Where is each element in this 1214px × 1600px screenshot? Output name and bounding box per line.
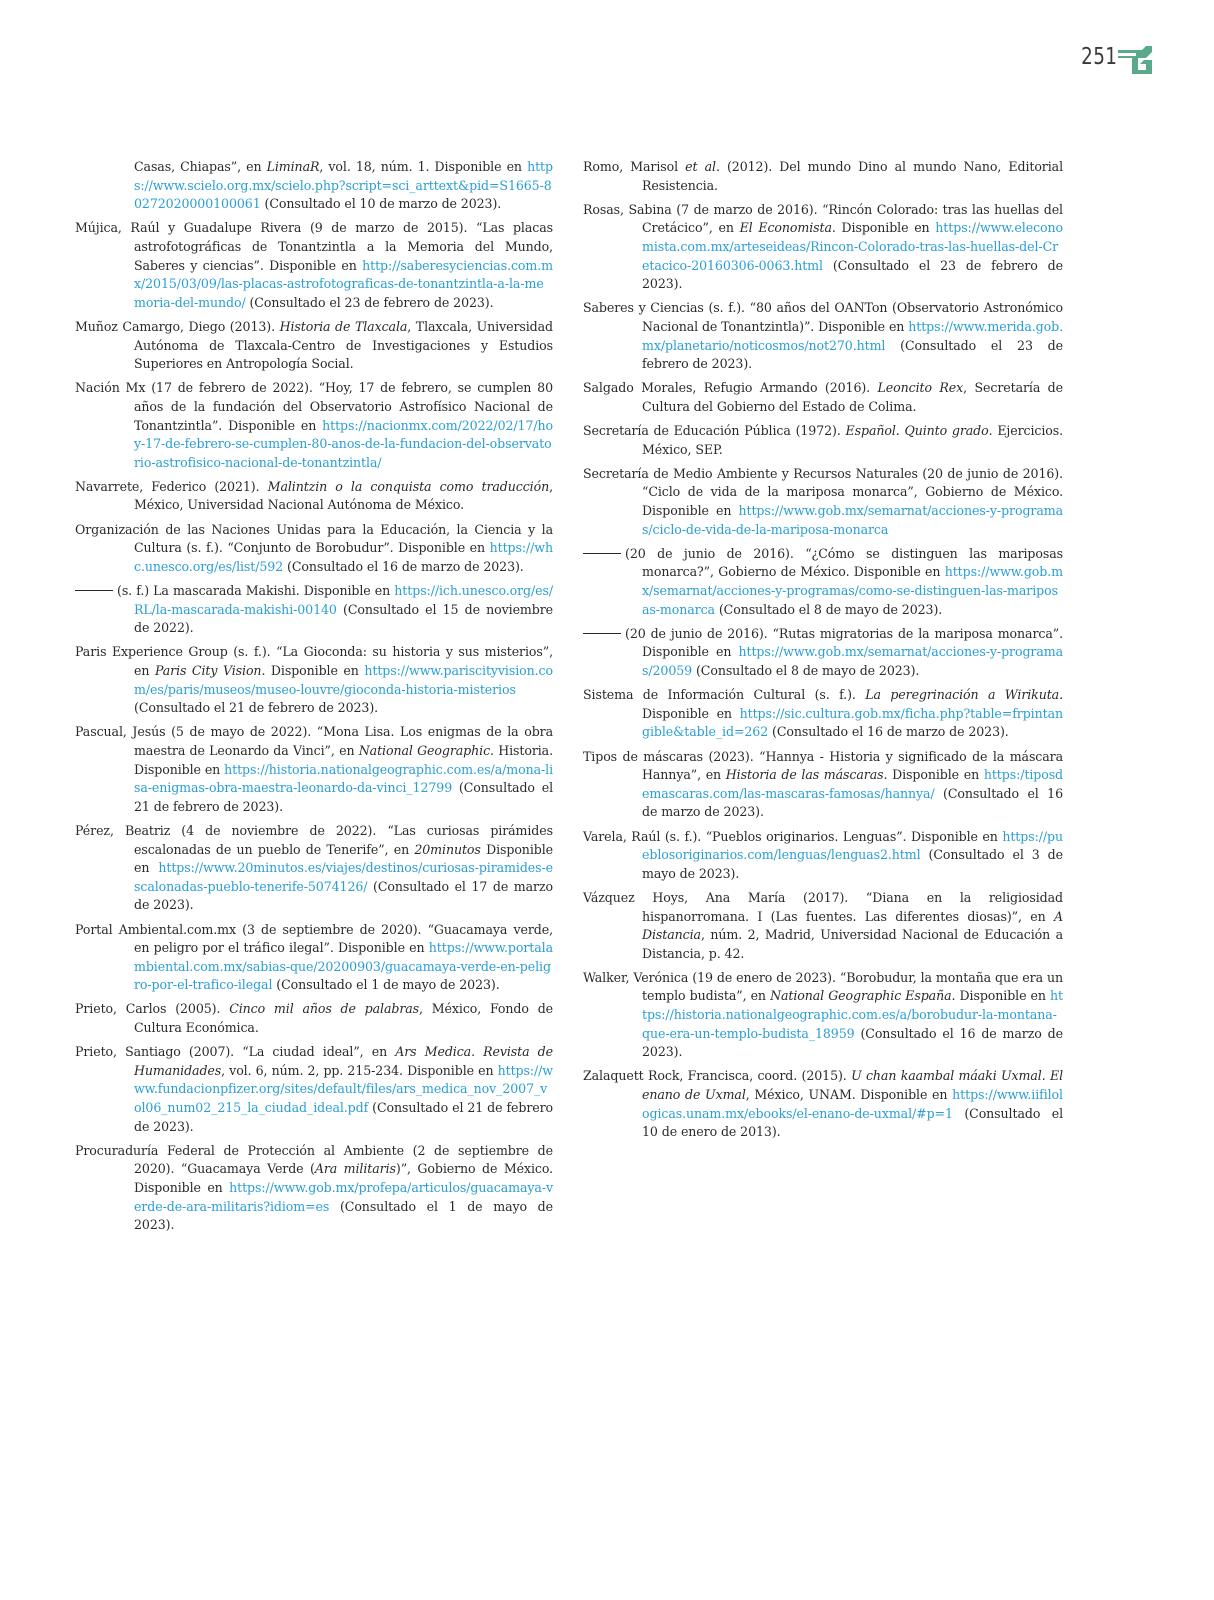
entry-text: (Consultado el 21 de febrero de 2023). (134, 780, 553, 814)
entry-text: , Secretaría de Cultura del Gobierno del Estado de Colima. (642, 380, 1063, 414)
entry-text: Pérez, Beatriz (4 de noviembre de 2022). “Las curiosas pirámides escalonadas de un pueblo de Tenerife”, en (75, 822, 553, 857)
reference-link[interactable]: https://pueblosoriginarios.com/lenguas/lenguas2.html (642, 828, 1063, 863)
reference-link[interactable]: https://www.gob.mx/semarnat/acciones-y-programas/ciclo-de-vida-de-la-mariposa-monarca (642, 503, 1063, 537)
bibliography-entry (583, 625, 1063, 681)
entry-text: Nación Mx (17 de febrero de 2022). “Hoy, 17 de febrero, se cumplen 80 años de la fundación del Observatorio Astrofísico Nacional de Tonantzintla”. Disponible en (75, 380, 553, 433)
entry-text: , México, Universidad Nacional Autónoma de México. (134, 478, 553, 513)
reference-link[interactable]: http://saberesyciencias.com.mx/2015/03/09/las-placas-astrofotograficas-de-tonantzintla-a-la-memoria-del-mundo/ (134, 257, 553, 310)
entry-text: (Consultado el 16 de marzo de 2023). (642, 1025, 1063, 1060)
entry-text: Vázquez Hoys, Ana María (2017). “Diana en la religiosidad hispanorromana. I (Las fuentes. Las diferentes diosas)”, en (583, 889, 1063, 924)
bibliography-entry (583, 969, 1063, 1062)
reference-link[interactable]: https://sic.cultura.gob.mx/ficha.php?table=frpintangible&table_id=262 (642, 705, 1063, 740)
bibliography-entry (583, 422, 1063, 459)
entry-text: , vol. 6, núm. 2, pp. 215-234. Disponible en (221, 1062, 498, 1078)
italic-title: National Geographic (358, 742, 491, 758)
italic-title: Leoncito Rex (877, 380, 964, 396)
reference-link[interactable]: https://www.gob.mx/semarnat/acciones-y-programas/como-se-distinguen-las-mariposas-monarca (642, 564, 1063, 617)
entry-text: (Consultado el 23 de febrero de 2023). (642, 337, 1063, 372)
entry-text: (2012). Del mundo Dino al mundo Nano, Editorial Resistencia. (642, 159, 1063, 193)
bibliography-entry (75, 643, 553, 717)
entry-text: Saberes y Ciencias (s. f.). “80 años del OANTon (Observatorio Astronómico Nacional de Tonantzintla)”. Disponible en (583, 300, 1063, 334)
entry-text: Mújica, Raúl y Guadalupe Rivera (9 de marzo de 2015). “Las placas astrofotográficas de Tonantzintla a la Memoria del Mundo, Saberes y ciencias”. Disponible en (75, 220, 553, 273)
italic-title: U chan kaambal máaki Uxmal. El enano de Uxmal (642, 1068, 1064, 1103)
entry-text: Prieto, Santiago (2007). “La ciudad ideal”, en (75, 1044, 396, 1060)
entry-text: , vol. 18, núm. 1. Disponible en (319, 159, 528, 174)
bibliography-entry (583, 465, 1063, 539)
entry-text: Prieto, Carlos (2005). (75, 1001, 230, 1017)
reference-link[interactable]: https://historia.nationalgeographic.com.es/a/borobudur-la-montana-que-era-un-templo-budista_18959 (642, 988, 1064, 1041)
entry-text: (Consultado el 1 de mayo de 2023). (272, 977, 500, 993)
entry-text: Organización de las Naciones Unidas para la Educación, la Ciencia y la Cultura (s. f.). “Conjunto de Borobudur”. Disponible en (75, 521, 553, 556)
entry-text: (Consultado el 23 de febrero de 2023). (245, 294, 494, 310)
entry-text: (Consultado el 1 de mayo de 2023). (134, 1198, 553, 1233)
entry-text: (20 de junio de 2016). “¿Cómo se distinguen las mariposas monarca?”, Gobierno de México. Disponible en (625, 545, 1063, 580)
bibliography-entry (75, 1000, 553, 1037)
reference-link[interactable]: https://ich.unesco.org/es/RL/la-mascarada-makishi-00140 (134, 583, 553, 617)
entry-text: Secretaría de Educación Pública (1972). (583, 423, 846, 439)
reference-link[interactable]: https://historia.nationalgeographic.com.es/a/mona-lisa-enigmas-obra-maestra-leonardo-da-vinci_12799 (134, 761, 554, 796)
bibliography-entry (583, 158, 1063, 195)
bibliography-entry (75, 822, 553, 915)
entry-text: Varela, Raúl (s. f.). “Pueblos originarios. Lenguas”. Disponible en (583, 828, 1003, 844)
entry-text: . Disponible en (951, 988, 1051, 1004)
bibliography-entry (583, 201, 1063, 294)
italic-title: LiminaR (266, 159, 320, 174)
italic-title: Historia de Tlaxcala (279, 318, 408, 334)
entry-text: (Consultado el 10 de enero de 2013). (642, 1105, 1063, 1140)
reference-link[interactable]: https://www.gob.mx/semarnat/acciones-y-programas/20059 (642, 644, 1063, 678)
entry-text: , México, Fondo de Cultura Económica. (134, 1001, 554, 1036)
reference-link[interactable]: https://www.portalambiental.com.mx/sabias-que/20200903/guacamaya-verde-en-peligro-por-el-trafico-ilegal (134, 940, 553, 993)
entry-text: (20 de junio de 2016). “Rutas migratorias de la mariposa monarca”. Disponible en (625, 625, 1063, 660)
entry-text: Paris Experience Group (s. f.). “La Gioconda: su historia y sus misterios”, en (75, 644, 553, 678)
entry-text: . Disponible en (642, 687, 1063, 721)
entry-text: (Consultado el 21 de febrero de 2023). (134, 700, 379, 716)
entry-text: (Consultado el 17 de marzo de 2023). (134, 878, 553, 913)
italic-title: National Geographic España (770, 988, 952, 1004)
reference-link[interactable]: https://nacionmx.com/2022/02/17/hoy-17-de-febrero-se-cumplen-80-anos-de-la-fundacion-del-observatorio-astrofisico-nacional-de-tonantzintla/ (134, 417, 553, 470)
italic-title: Ars Medica. Revista de Humanidades (134, 1044, 554, 1078)
entry-text: Secretaría de Medio Ambiente y Recursos Naturales (20 de junio de 2016). “Ciclo de vida de la mariposa monarca”, Gobierno de México. Disponible en (583, 465, 1063, 519)
repeat-author-dash (583, 633, 621, 634)
italic-title: Español. Quinto grado (845, 423, 989, 439)
italic-title: Cinco mil años de palabras (229, 1001, 420, 1017)
entry-text: (Consultado el 3 de mayo de 2023). (642, 847, 1063, 881)
italic-title: Historia de las máscaras (725, 767, 884, 783)
reference-link[interactable]: https:/tiposdemascaras.com/las-mascaras-famosas/hannya/ (642, 767, 1064, 801)
entry-text: Salgado Morales, Refugio Armando (2016). (583, 380, 878, 396)
entry-text: (Consultado el 16 de marzo de 2023). (642, 785, 1063, 820)
entry-text: (Consultado el 10 de marzo de 2023). (260, 196, 502, 212)
entry-text: (Consultado el 16 de marzo de 2023). (768, 724, 1009, 740)
bibliography-entry (583, 545, 1063, 619)
reference-link[interactable]: https://www.merida.gob.mx/planetario/noticosmos/not270.html (642, 318, 1063, 353)
bibliography-entry (75, 478, 553, 515)
reference-link[interactable]: https://www.fundacionpfizer.org/sites/default/files/ars_medica_nov_2007_vol06_num02_215_la_ciudad_ideal.pdf (134, 1062, 553, 1116)
bibliography-entry (75, 582, 553, 638)
entry-text: Zalaquett Rock, Francisca, coord. (2015). (583, 1068, 852, 1084)
bibliography-entry (583, 686, 1063, 742)
entry-text: (Consultado el 8 de mayo de 2023). (714, 601, 943, 617)
italic-title: 20minutos (414, 841, 481, 857)
entry-text: , Tlaxcala, Universidad Autónoma de Tlaxcala-Centro de Investigaciones y Estudios Superiores en Antropología Social. (134, 318, 553, 372)
green-corner-logo-icon (1116, 44, 1154, 76)
reference-link[interactable]: https://www.iifilologicas.unam.mx/ebooks/el-enano-de-uxmal/#p=1 (642, 1087, 1063, 1121)
entry-text: Pascual, Jesús (5 de mayo de 2022). “Mona Lisa. Los enigmas de la obra maestra de Leonardo da Vinci”, en (75, 724, 553, 758)
entry-text: Portal Ambiental.com.mx (3 de septiembre de 2020). “Guacamaya verde, en peligro por el tráfico ilegal”. Disponible en (75, 921, 553, 956)
bibliography-entry (75, 219, 553, 312)
bibliography-entry (75, 379, 553, 472)
entry-text: . Disponible en (883, 767, 984, 783)
entry-text: . Disponible en (261, 663, 365, 678)
entry-text: , México, UNAM. Disponible en (745, 1087, 953, 1103)
entry-text: Walker, Verónica (19 de enero de 2023). “Borobudur, la montaña que era un templo budista”, en (583, 969, 1063, 1004)
entry-text: Casas, Chiapas”, en (134, 159, 267, 174)
italic-title: A Distancia (642, 908, 1063, 943)
entry-text: Disponible en (134, 841, 553, 876)
bibliography-entry (583, 299, 1063, 373)
reference-link[interactable]: https://www.gob.mx/profepa/articulos/guacamaya-verde-de-ara-militaris?idiom=es (134, 1180, 553, 1214)
bibliography-entry (75, 521, 553, 577)
repeat-author-dash (75, 590, 113, 591)
entry-text: (Consultado el 21 de febrero de 2023). (134, 1100, 553, 1134)
entry-text: (Consultado el 23 de febrero de 2023). (642, 257, 1063, 292)
bibliography-entry (75, 1043, 553, 1136)
italic-title: La peregrinación a Wirikuta (865, 687, 1060, 703)
reference-link[interactable]: https://www.scielo.org.mx/scielo.php?script=sci_arttext&pid=S1665-80272020000100061 (134, 159, 553, 212)
entry-text: Romo, Marisol (583, 159, 686, 174)
entry-text: Procuraduría Federal de Protección al Ambiente (2 de septiembre de 2020). “Guacamaya Verde ( (75, 1142, 553, 1177)
italic-title: Paris City Vision (154, 663, 262, 678)
bibliography-entry (583, 379, 1063, 416)
italic-title: Ara militaris (314, 1161, 396, 1177)
italic-title: Malintzin o la conquista como traducción (267, 478, 550, 494)
bibliography-entry (75, 921, 553, 995)
bibliography-entry (75, 318, 553, 374)
page-number: 251 (1080, 44, 1117, 70)
entry-text: )”, Gobierno de México. Disponible en (134, 1161, 554, 1195)
entry-text: . Disponible en (831, 220, 936, 236)
italic-title: El Economista (739, 220, 832, 236)
entry-text: (s. f.) La mascarada Makishi. Disponible en (117, 583, 395, 599)
italic-title: et al. (685, 159, 720, 174)
entry-text: Tipos de máscaras (2023). “Hannya - Historia y significado de la máscara Hannya”, en (583, 748, 1063, 783)
bibliography-entry (583, 1067, 1063, 1141)
bibliography-entry (75, 723, 553, 816)
bibliography-entry (75, 158, 553, 214)
bibliography-left-column (75, 158, 553, 1240)
bibliography-entry (583, 828, 1063, 884)
bibliography-entry (583, 889, 1063, 963)
repeat-author-dash (583, 553, 621, 554)
reference-link[interactable]: https://www.eleconomista.com.mx/arteseideas/Rincon-Colorado-tras-las-huellas-del-Cretacico-20160306-0063.html (642, 220, 1063, 273)
entry-text: Rosas, Sabina (7 de marzo de 2016). “Rincón Colorado: tras las huellas del Cretácico”, en (583, 201, 1063, 236)
bibliography-entry (583, 748, 1063, 822)
entry-text: (Consultado el 8 de mayo de 2023). (692, 663, 920, 678)
entry-text: Navarrete, Federico (2021). (75, 478, 268, 494)
bibliography-right-column (583, 158, 1063, 1147)
reference-link[interactable]: https://www.20minutos.es/viajes/destinos/curiosas-piramides-escalonadas-pueblo-tenerife-5074126/ (134, 860, 553, 894)
entry-text: , núm. 2, Madrid, Universidad Nacional de Educación a Distancia, p. 42. (642, 927, 1063, 961)
entry-text: (Consultado el 16 de marzo de 2023). (283, 558, 524, 574)
entry-text: Sistema de Información Cultural (s. f.). (583, 687, 866, 703)
entry-text: . Ejercicios. México, SEP. (642, 423, 1063, 457)
reference-link[interactable]: https://whc.unesco.org/es/list/592 (134, 540, 553, 574)
entry-text: (Consultado el 15 de noviembre de 2022). (134, 601, 553, 636)
entry-text: . Historia. Disponible en (134, 742, 553, 777)
reference-link[interactable]: https://www.pariscityvision.com/es/paris/museos/museo-louvre/gioconda-historia-misterios (134, 663, 553, 697)
bibliography-entry (75, 1142, 553, 1235)
entry-text: Muñoz Camargo, Diego (2013). (75, 318, 280, 334)
